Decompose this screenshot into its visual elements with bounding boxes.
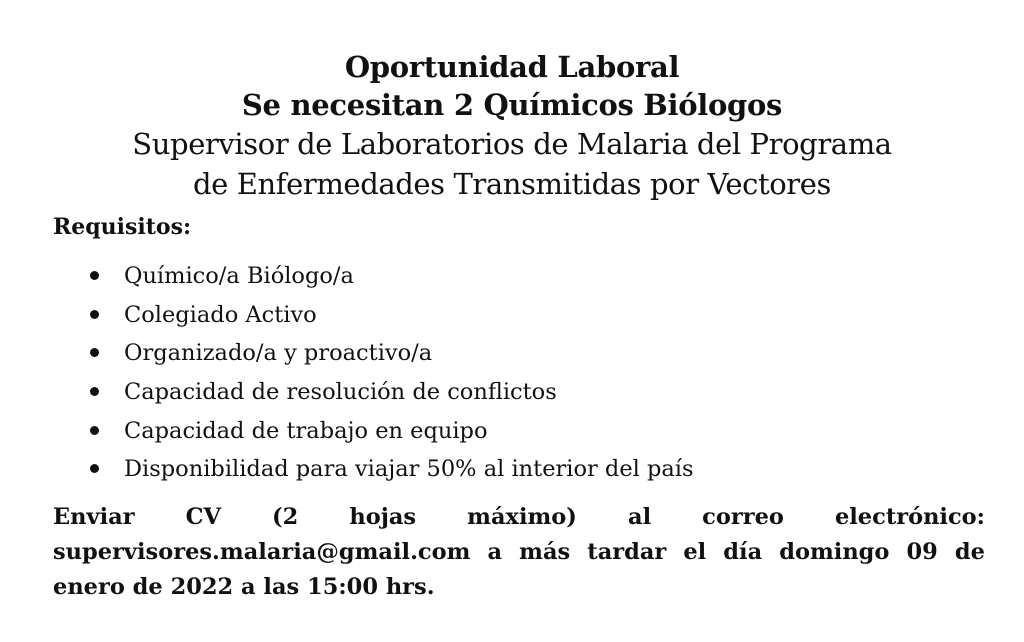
- instructions-line-2: [53, 535, 985, 570]
- instruction-word: Enviar: [53, 504, 135, 530]
- instruction-word: máximo): [467, 504, 577, 530]
- requirement-text: Capacidad de trabajo en equipo: [124, 417, 488, 444]
- bullet-icon: [90, 271, 99, 280]
- instruction-word: electrónico:: [834, 504, 985, 530]
- instruction-word: día: [723, 539, 763, 565]
- instruction-word: CV: [185, 504, 221, 530]
- requirement-text: Capacidad de resolución de conflictos: [124, 379, 557, 406]
- list-item: [90, 257, 694, 296]
- email-address: supervisores.malaria@gmail.com: [53, 539, 471, 565]
- position-line-1: Supervisor de Laboratorios de Malaria del Programa: [132, 127, 892, 161]
- instruction-word: tardar: [587, 539, 667, 565]
- instruction-word: hojas: [349, 504, 417, 530]
- requirement-text: Disponibilidad para viajar 50% al interior del país: [124, 456, 694, 483]
- list-item: [90, 334, 694, 373]
- requirement-text: Químico/a Biólogo/a: [124, 263, 354, 289]
- list-item: [90, 412, 694, 451]
- list-item: [90, 450, 694, 489]
- instructions-line-3: enero de 2022 a las 15:00 hrs.: [53, 574, 435, 600]
- instruction-word: el: [683, 539, 707, 565]
- instruction-word: correo: [702, 504, 784, 530]
- page-title: Oportunidad Laboral: [344, 50, 680, 84]
- instruction-word: 09: [906, 539, 938, 565]
- instruction-word: al: [627, 504, 652, 530]
- instruction-word: más: [519, 539, 571, 565]
- requirements-heading: Requisitos:: [53, 214, 192, 240]
- application-instructions: [53, 500, 985, 605]
- position-line-2: de Enfermedades Transmitidas por Vectores: [192, 167, 831, 201]
- bullet-icon: [90, 464, 99, 473]
- headline: Se necesitan 2 Químicos Biólogos: [241, 88, 783, 122]
- instruction-word: a: [487, 539, 503, 565]
- instruction-word: de: [954, 539, 985, 565]
- bullet-icon: [90, 310, 99, 319]
- bullet-icon: [90, 387, 99, 396]
- instructions-line-1: [53, 500, 985, 535]
- list-item: [90, 373, 694, 412]
- bullet-icon: [90, 348, 99, 357]
- instruction-word: domingo: [779, 539, 890, 565]
- title-block: [0, 48, 1024, 204]
- requirement-text: Organizado/a y proactivo/a: [124, 340, 433, 367]
- requirement-text: Colegiado Activo: [124, 301, 317, 328]
- requirements-list: [90, 257, 694, 489]
- instruction-word: (2: [272, 504, 299, 530]
- bullet-icon: [90, 426, 99, 435]
- list-item: [90, 296, 694, 335]
